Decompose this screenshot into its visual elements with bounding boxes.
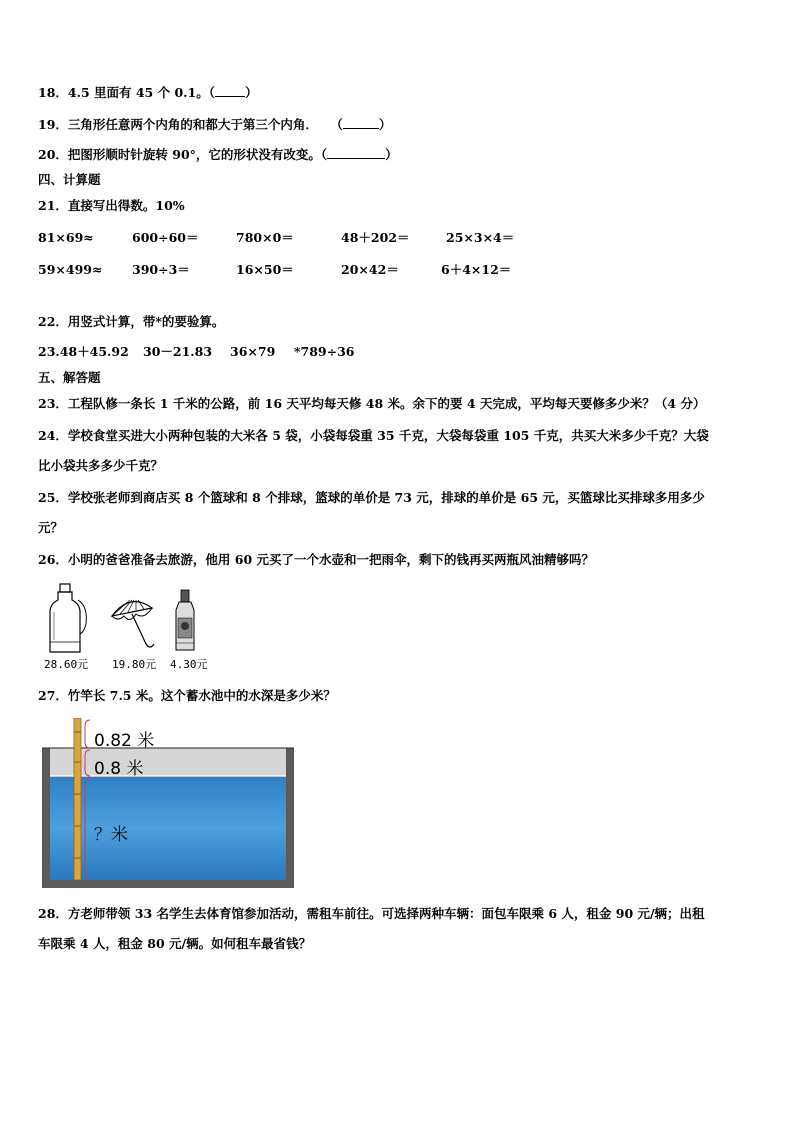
calc-item: 36×79 <box>230 344 276 359</box>
question-28-line2: 车限乘 4 人，租金 80 元/辆。如何租车最省钱？ <box>38 936 312 951</box>
answer-blank-18[interactable] <box>215 84 245 97</box>
question-19-end: ） <box>378 117 392 132</box>
bottle-price: 28.60元 <box>44 658 89 671</box>
calc-item: 16×50＝ <box>236 262 294 277</box>
calc-item: 81×69≈ <box>38 230 94 245</box>
label-water-depth: ？米 <box>94 825 128 845</box>
calc-item: 20×42＝ <box>341 262 399 277</box>
question-25-line2: 元？ <box>38 520 64 535</box>
question-20-text: 20．把图形顺时针旋转 90°，它的形状没有改变。（ <box>38 147 328 162</box>
calc-item: 48＋202＝ <box>341 230 410 245</box>
question-28-line1: 28．方老师带领 33 名学生去体育馆参加活动，需租车前往。可选择两种车辆：面包车限乘 6 人，租金 90 元/辆；出租 <box>38 906 705 921</box>
calc-item: 23.48＋45.92 <box>38 344 129 359</box>
answer-blank-19[interactable] <box>343 116 379 129</box>
calc-item: 390÷3＝ <box>132 262 190 277</box>
umbrella-price: 19.80元 <box>112 658 157 671</box>
calc-item: 25×3×4＝ <box>446 230 515 245</box>
question-25-line1: 25．学校张老师到商店买 8 个篮球和 8 个排球，篮球的单价是 73 元，排球的单价是 65 元，买篮球比买排球多用多少 <box>38 490 705 505</box>
question-20 <box>38 146 398 163</box>
question-19 <box>38 116 391 133</box>
question-18-end: ） <box>244 85 258 100</box>
section-4-heading: 四、计算题 <box>38 172 101 187</box>
question-24-line1: 24．学校食堂买进大小两种包装的大米各 5 袋，小袋每袋重 35 千克，大袋每袋重 105 千克，共买大米多少千克？大袋 <box>38 428 709 443</box>
calc-item: *789÷36 <box>294 344 355 359</box>
oil-essence-bottle-icon <box>170 588 200 654</box>
calc-item: 780×0＝ <box>236 230 294 245</box>
question-22-text: 22．用竖式计算，带*的要验算。 <box>38 314 225 329</box>
question-27-text: 27．竹竿长 7.5 米。这个蓄水池中的水深是多少米？ <box>38 688 336 703</box>
water-pool-diagram <box>42 718 294 888</box>
oil-price: 4.30元 <box>170 658 208 671</box>
question-23-text: 23．工程队修一条长 1 千米的公路，前 16 天平均每天修 48 米。余下的要 4 天完成，平均每天要修多少米？（4 分） <box>38 396 706 411</box>
label-empty-depth: 0.8 米 <box>94 759 144 779</box>
umbrella-icon <box>108 594 158 652</box>
question-18-text: 18．4.5 里面有 45 个 0.1。（ <box>38 85 215 100</box>
question-26-text: 26．小明的爸爸准备去旅游，他用 60 元买了一个水壶和一把雨伞，剩下的钱再买两瓶风油精够吗？ <box>38 552 594 567</box>
calc-item: 59×499≈ <box>38 262 103 277</box>
calc-item: 30－21.83 <box>143 344 213 359</box>
question-18 <box>38 84 257 101</box>
question-19-text: 19．三角形任意两个内角的和都大于第三个内角． （ <box>38 117 343 132</box>
calc-item: 6＋4×12＝ <box>441 262 512 277</box>
question-20-end: ） <box>385 147 398 162</box>
water-bottle-icon <box>42 582 92 656</box>
question-24-line2: 比小袋共多多少千克？ <box>38 458 164 473</box>
section-5-heading: 五、解答题 <box>38 370 101 385</box>
calc-item: 600÷60＝ <box>132 230 199 245</box>
answer-blank-20[interactable] <box>327 146 385 159</box>
label-pole-above-ground: 0.82 米 <box>94 731 155 751</box>
question-21-text: 21．直接写出得数。10% <box>38 198 185 213</box>
